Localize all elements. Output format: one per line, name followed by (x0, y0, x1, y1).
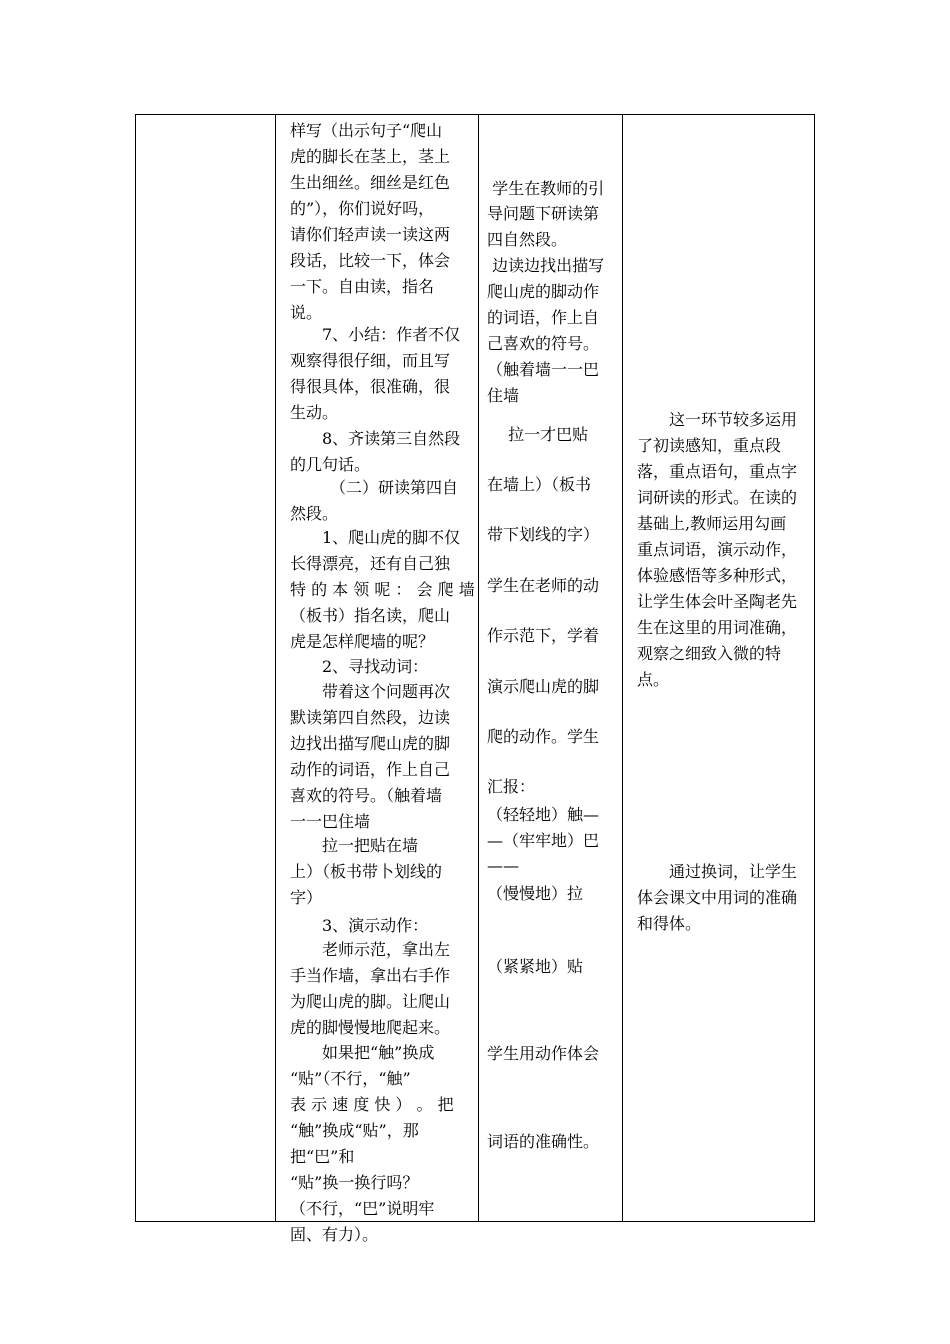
text-line: 默读第四自然段，边读 (290, 708, 451, 727)
text-line: 生在这里的用词准确， (637, 618, 798, 637)
text-line: 7、小结：作者不仅 (290, 325, 461, 344)
text-line: “贴”（不行，“触” (290, 1069, 411, 1088)
text-line: （轻轻地）触— (487, 805, 600, 824)
column-empty (136, 115, 275, 1221)
text-line: 带下划线的字） (487, 525, 600, 544)
text-line: 四自然段。 (487, 230, 568, 249)
text-line: 拉一把贴在墙 (290, 836, 419, 855)
text-line: 虎是怎样爬墙的呢？ (290, 632, 435, 651)
text-line: 爬山虎的脚动作 (487, 282, 600, 301)
text-line: 词研读的形式。在读的 (637, 488, 798, 507)
text-line: 喜欢的符号。（触着墙 (290, 786, 443, 805)
text-line: 了初读感知，重点段 (637, 436, 782, 455)
text-line: 动作的词语，作上自己 (290, 760, 451, 779)
text-line: 字） (290, 888, 323, 907)
text-line: 把“巴”和 (290, 1147, 355, 1166)
text-line: —（牢牢地）巴 (487, 831, 600, 850)
column-student-activity (479, 115, 622, 1221)
text-line: 汇报： (487, 777, 536, 796)
text-line: （板书）指名读，爬山 (290, 606, 451, 625)
text-line: —— (487, 856, 519, 875)
text-line: 段话，比较一下，体会 (290, 251, 451, 270)
text-line: 体会课文中用词的准确 (637, 888, 798, 907)
text-line: 上）（板书带卜划线的 (290, 862, 443, 881)
text-line: 一一巴住墙 (290, 812, 371, 831)
text-line: 学生在教师的引 (487, 179, 605, 198)
text-line: 样写（出示句子“爬山 (290, 121, 443, 140)
lesson-plan-table (135, 114, 815, 1244)
text-line: 导问题下研读第 (487, 204, 600, 223)
text-line: 为爬山虎的脚。让爬山 (290, 992, 451, 1011)
text-line: 生动。 (290, 403, 339, 422)
text-line: 体验感悟等多种形式， (637, 566, 798, 585)
text-line: 重点词语，演示动作， (637, 540, 798, 559)
text-line: 的几句话。 (290, 455, 371, 474)
text-line: 作示范下，学着 (487, 626, 600, 645)
text-line: 落，重点语句，重点字 (637, 462, 798, 481)
text-line: 老师示范，拿出左 (290, 940, 451, 959)
text-line: “触”换成“贴”，那 (290, 1121, 419, 1140)
text-line: 学生在老师的动 (487, 576, 600, 595)
text-line: 住墙 (487, 386, 520, 405)
text-line: 这一环节较多运用 (637, 410, 798, 429)
text-line: 3、演示动作： (290, 916, 429, 935)
text-line: （触着墙一一巴 (487, 360, 600, 379)
text-line: 虎的脚慢慢地爬起来。 (290, 1018, 451, 1037)
column-teaching-process (276, 115, 478, 1244)
text-line: 表 示 速 度 快 ） 。 把 (290, 1095, 454, 1114)
text-line: 特 的 本 领 呢 ： 会 爬 墙 (290, 580, 475, 599)
text-line: 观察之细致入微的特 (637, 644, 782, 663)
text-line: 学生用动作体会 (487, 1044, 600, 1063)
text-line: 1、爬山虎的脚不仅 (290, 528, 461, 547)
text-line: 一下。自由读，指名 (290, 277, 435, 296)
text-line: 带着这个问题再次 (290, 682, 451, 701)
text-line: 在墙上）（板书 (487, 475, 592, 494)
text-line: 的”），你们说好吗， (290, 199, 435, 218)
text-line: 点。 (637, 670, 670, 689)
text-line: 观察得很仔细，而且写 (290, 351, 451, 370)
text-line: 的词语，作上自 (487, 308, 600, 327)
text-line: 请你们轻声读一读这两 (290, 225, 451, 244)
text-line: 词语的准确性。 (487, 1132, 600, 1151)
text-line: 边找出描写爬山虎的脚 (290, 734, 451, 753)
text-line: 基础上,教师运用勾画 (637, 514, 787, 533)
text-line: 和得体。 (637, 914, 702, 933)
text-line: （紧紧地）贴 (487, 957, 584, 976)
text-line: （慢慢地）拉 (487, 884, 584, 903)
text-line: 固、有力）。 (290, 1225, 379, 1244)
column-design-intent (623, 115, 815, 1221)
text-line: 己喜欢的符号。 (487, 334, 600, 353)
text-line: 演示爬山虎的脚 (487, 677, 600, 696)
text-line: （二）研读第四自 (290, 478, 459, 497)
text-line: 边读边找出描写 (487, 256, 605, 275)
text-line: “贴”换一换行吗？ (290, 1173, 419, 1192)
text-line: 生出细丝。细丝是红色 (290, 173, 451, 192)
text-line: 让学生体会叶圣陶老先 (637, 592, 798, 611)
text-line: 8、齐读第三自然段 (290, 429, 461, 448)
text-line: 长得漂亮，还有自己独 (290, 554, 451, 573)
text-line: 说。 (290, 303, 323, 322)
text-line: 得很具体，很准确，很 (290, 377, 451, 396)
text-line: 爬的动作。学生 (487, 727, 600, 746)
text-line: 如果把“触”换成 (290, 1043, 435, 1062)
text-line: 然段。 (290, 504, 339, 523)
text-line: 手当作墙，拿出右手作 (290, 966, 451, 985)
text-line: 2、寻找动词： (290, 657, 429, 676)
text-line: 虎的脚长在茎上，茎上 (290, 147, 451, 166)
text-line: （不行，“巴”说明牢 (290, 1199, 435, 1218)
text-line: 拉一才巴贴 (487, 425, 589, 444)
text-line: 通过换词，让学生 (637, 862, 798, 881)
